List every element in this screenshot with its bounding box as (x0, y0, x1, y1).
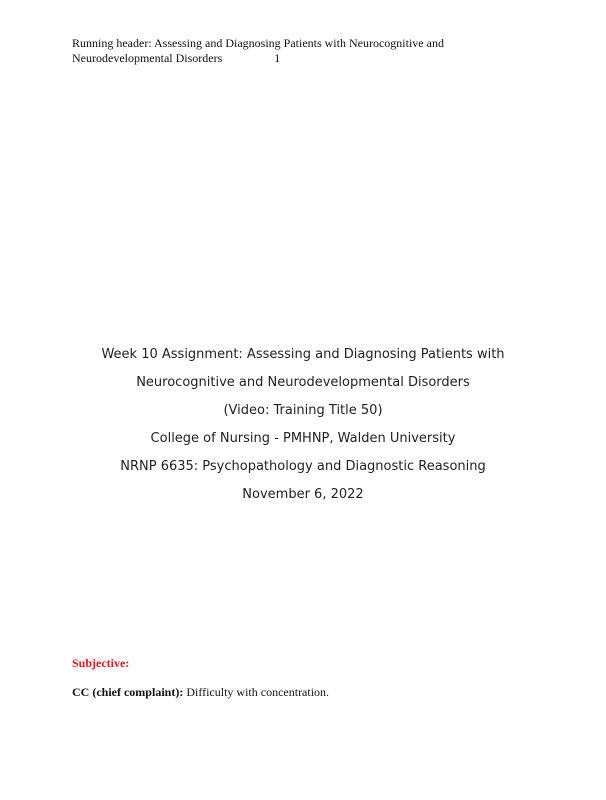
running-header-line-1: Running header: Assessing and Diagnosing Patients with Neurocognitive and (72, 36, 444, 50)
course-name: NRNP 6635: Psychopathology and Diagnostic Reasoning (120, 459, 486, 474)
running-header-line-2 (72, 51, 532, 66)
institution: College of Nursing - PMHNP, Walden University (150, 431, 456, 446)
assignment-title-line-1: Week 10 Assignment: Assessing and Diagnosing Patients with (101, 347, 505, 362)
chief-complaint-value: Difficulty with concentration. (183, 685, 330, 699)
title-block (0, 341, 606, 509)
assignment-title-line-2: Neurocognitive and Neurodevelopmental Disorders (136, 375, 470, 390)
running-header-line-2-text: Neurodevelopmental Disorders (72, 51, 223, 65)
video-title: (Video: Training Title 50) (223, 403, 383, 418)
subjective-heading: Subjective: (72, 656, 130, 670)
page-number: 1 (274, 51, 281, 65)
running-header (72, 36, 532, 66)
chief-complaint-label: CC (chief complaint): (72, 685, 184, 699)
chief-complaint-line (72, 685, 329, 700)
submission-date: November 6, 2022 (242, 487, 364, 502)
